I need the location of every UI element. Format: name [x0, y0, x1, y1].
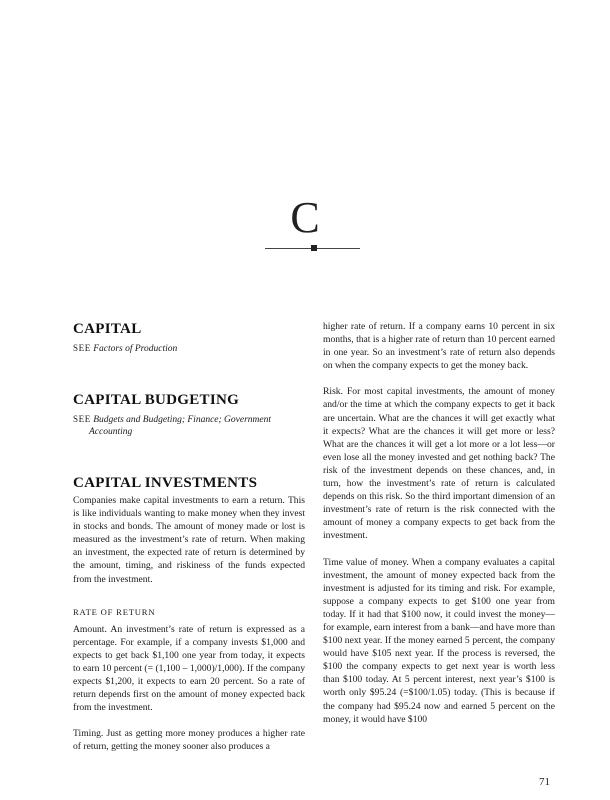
risk-paragraph	[323, 385, 555, 542]
see-label: SEE	[73, 414, 91, 424]
chapter-letter: C	[290, 193, 320, 242]
chapter-divider-ornament	[311, 245, 317, 251]
entry-title-capital-investments: CAPITAL INVESTMENTS	[73, 475, 258, 491]
run-in-heading-risk: Risk.	[323, 386, 343, 398]
run-in-heading-timing: Timing.	[73, 728, 104, 740]
run-in-heading-time-value: Time value of money.	[323, 556, 409, 568]
run-in-heading-amount: Amount.	[73, 623, 107, 635]
page-number: 71	[539, 776, 550, 788]
see-also-capital-budgeting	[73, 413, 305, 438]
amount-text: An investment’s rate of return is expressed as a percentage. For example, if a company invests $1,000 and expects to get back $1,100 one year from today, it expects to earn 10 percent (= (1,100 – 1,000)/1,000). If the company expects $1,200, it expects to earn 20 percent. So a rate of return depends first on the amount of money expected back from the investment.	[73, 623, 305, 714]
see-reference[interactable]: Factors of Production	[93, 344, 178, 354]
see-reference[interactable]: Budgets and Budgeting; Finance; Government Accounting	[89, 415, 272, 437]
entry-title-capital-budgeting: CAPITAL BUDGETING	[73, 392, 240, 408]
see-label: SEE	[73, 343, 91, 353]
timing-text: Just as getting more money produces a higher rate of return, getting the money sooner also produces a	[73, 728, 305, 753]
amount-paragraph	[73, 623, 305, 715]
entry-title-capital: CAPITAL	[73, 321, 142, 337]
sub-heading-rate-of-return: RATE OF RETURN	[73, 606, 156, 617]
continued-paragraph: higher rate of return. If a company earns 10 percent in six months, that is a higher rate of return than 10 percent earned in one year. So an investment’s rate of return also depends on when the company expects to get the money back.	[323, 321, 555, 372]
time-value-paragraph	[323, 556, 555, 726]
time-value-text: When a company evaluates a capital investment, the amount of money expected back from the investment is adjusted for its timing and risk. For example, suppose a company expects to get $100 one year from today. If it had that $100 now, it could invest the money—for example, earn interest from a bank—and have more than $100 next year. If the money earned 5 percent, the company would have $105 next year. If the process is reversed, the $100 the company expects to get next year is worth less than $100 today. At 5 percent interest, next year’s $100 is worth only $95.24 (=$100/1.05) today. (This is because if the company had $95.24 now and earned 5 percent on the money, it would have $100	[323, 556, 555, 725]
left-column	[73, 320, 305, 754]
timing-paragraph	[73, 727, 305, 753]
intro-paragraph: Companies make capital investments to earn a return. This is like individuals wanting to make money when they invest in stocks and bonds. The amount of money made or lost is measured as the investment’s rate of return. When making an investment, the expected rate of return is determined by the amount, timing, and riskiness of the funds expected from the investment.	[73, 495, 305, 585]
see-also-capital	[73, 342, 305, 355]
right-column	[323, 320, 555, 726]
risk-text: For most capital investments, the amount of money and/or the time at which the company expects to get it back are uncertain. What are the chances it will get exactly what it expects? What are the chances it will get more or less? What are the chances it will get a lot more or a lot less—or even lose all the money invested and get nothing back? The risk of the investment depends on these chances, and, in turn, how the investment’s rate of return is calculated depends on this risk. So the third important dimension of an investment’s rate of return is the risk connected with the amount of money a company expects to get back from the investment.	[323, 386, 555, 542]
